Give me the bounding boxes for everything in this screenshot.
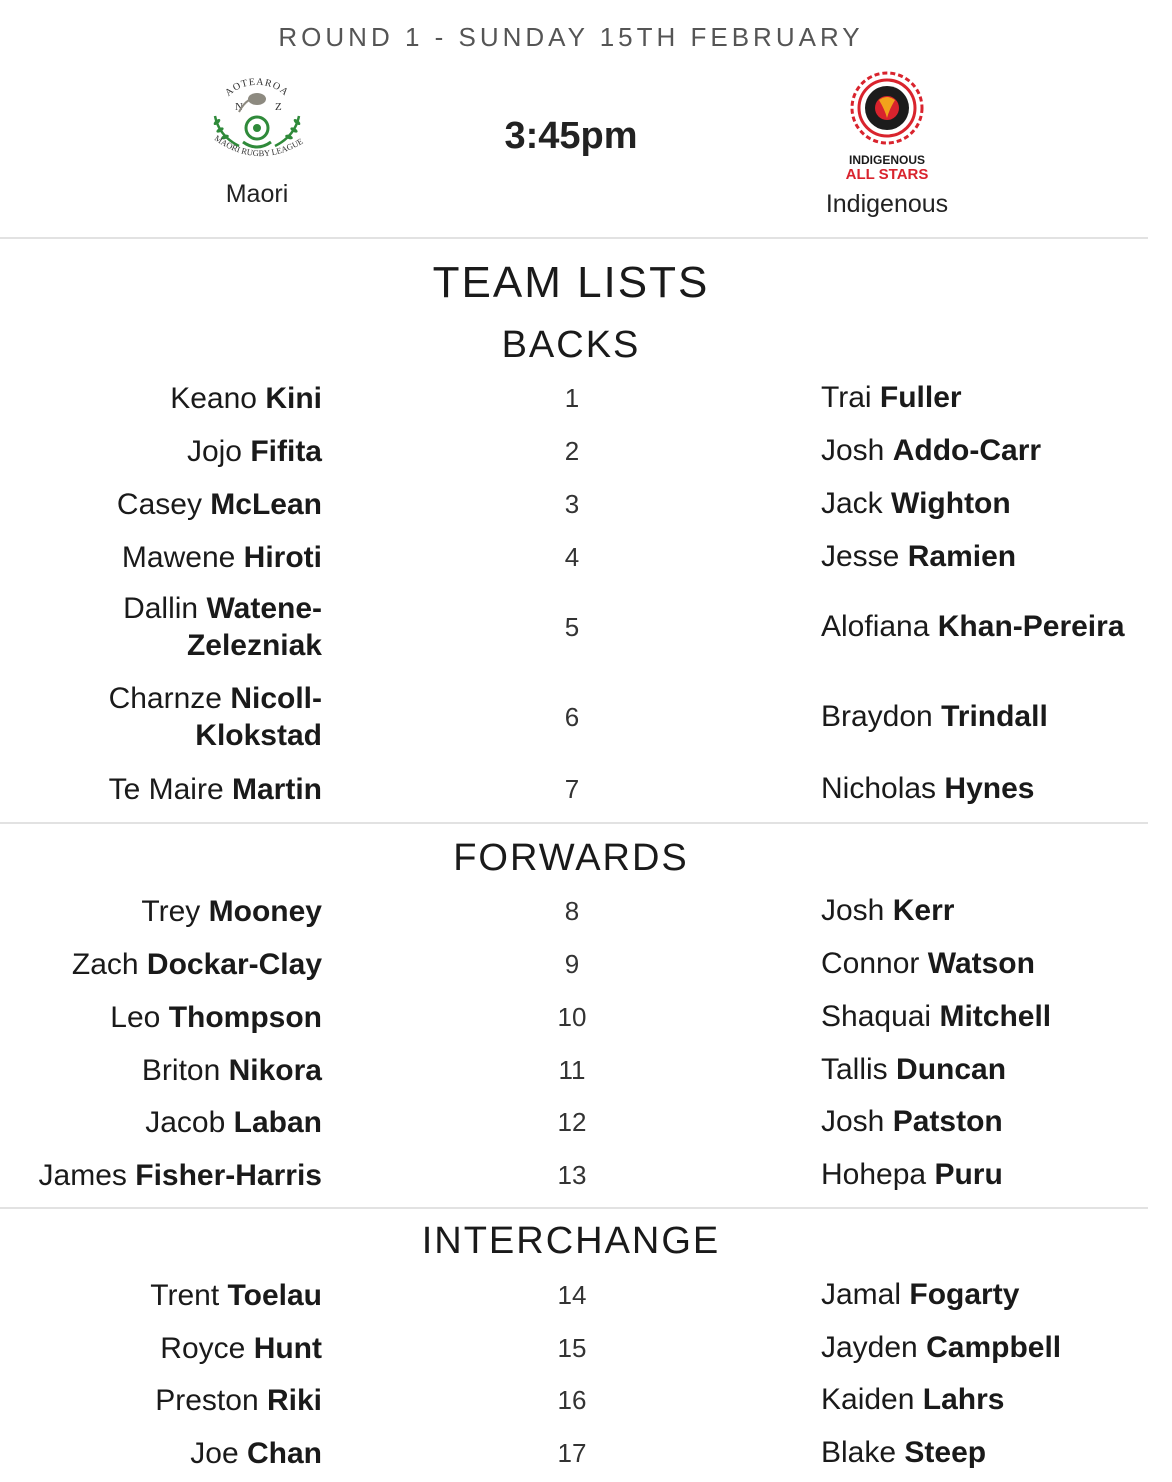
jersey-number: 8 [564,895,580,926]
player-first-name: Joe [190,1436,239,1470]
jersey-number: 16 [557,1384,587,1415]
player-first-name: Hohepa [821,1158,927,1191]
player-last-name: Kerr [892,894,955,927]
player-first-name: Zach [71,947,139,981]
player-last-name: Laban [233,1105,322,1139]
away-player[interactable] [821,434,1151,468]
player-first-name: Connor [821,947,920,980]
home-team-name: Maori [225,180,289,208]
player-last-name: Watson [927,947,1035,980]
away-team-name: Indigenous [825,190,949,218]
player-first-name: Braydon [821,700,933,733]
player-last-name: Puru [934,1158,1003,1191]
player-last-name: Hynes [944,772,1035,805]
away-player[interactable] [821,700,1151,734]
svg-text:MAORI RUGBY LEAGUE: MAORI RUGBY LEAGUE [212,132,305,159]
player-first-name: Briton [141,1053,221,1087]
player-first-name: Preston [155,1383,259,1417]
page-title: TEAM LISTS [432,258,710,307]
svg-text:INDIGENOUS: INDIGENOUS [848,153,926,167]
player-last-name: Fifita [250,434,322,468]
divider [0,1207,1148,1209]
player-last-name: Hunt [253,1331,322,1365]
player-first-name: Alofiana [821,610,930,643]
player-last-name: Patston [892,1105,1003,1138]
home-player[interactable] [2,1157,322,1194]
away-player[interactable] [821,1436,1151,1470]
player-last-name: Ramien [907,540,1017,573]
jersey-number: 10 [557,1001,587,1032]
home-player[interactable] [2,1330,322,1367]
player-first-name: Tallis [821,1053,888,1086]
home-player[interactable] [2,1104,322,1141]
home-player[interactable] [2,539,322,576]
home-player[interactable] [2,590,322,664]
divider [0,237,1148,239]
player-last-name: Khan-Pereira [937,610,1125,643]
player-first-name: Mawene [121,540,236,574]
player-first-name: Jack [821,487,883,520]
away-player[interactable] [821,772,1151,806]
away-player[interactable] [821,894,1151,928]
jersey-number: 9 [564,948,580,979]
indigenous-all-stars-logo [827,66,947,184]
player-first-name: Jayden [821,1331,918,1364]
player-last-name: Duncan [896,1053,1007,1086]
home-player[interactable] [2,946,322,983]
player-last-name: Addo-Carr [892,434,1042,467]
player-last-name: McLean [210,487,322,521]
away-player[interactable] [821,1331,1151,1365]
player-first-name: Charnze [108,682,222,715]
player-last-name: Steep [904,1436,987,1469]
away-player[interactable] [821,1000,1151,1034]
player-first-name: Royce [160,1331,246,1365]
jersey-number: 14 [557,1279,587,1310]
away-player[interactable] [821,1383,1151,1417]
player-last-name: Campbell [926,1331,1062,1364]
player-last-name: Kini [265,381,322,415]
player-last-name: Thompson [168,1000,322,1034]
home-player[interactable] [2,1052,322,1089]
home-player[interactable] [2,999,322,1036]
away-player[interactable] [821,1278,1151,1312]
player-first-name: Jesse [821,540,900,573]
home-player[interactable] [2,1435,322,1472]
round-heading: ROUND 1 - SUNDAY 15TH FEBRUARY [278,22,864,52]
jersey-number: 15 [557,1332,587,1363]
player-first-name: Josh [821,1105,885,1138]
player-last-name: Fisher-Harris [135,1158,322,1192]
player-first-name: James [38,1158,127,1192]
player-first-name: Dallin [123,592,199,625]
player-last-name: Toelau [227,1278,322,1312]
jersey-number: 1 [564,382,580,413]
jersey-number: 11 [558,1054,586,1085]
player-last-name: Martin [232,772,322,806]
section-title: BACKS [501,324,641,366]
player-last-name: Nikora [228,1053,322,1087]
svg-text:AOTEAROA: AOTEAROA [223,76,291,99]
jersey-number: 7 [564,773,580,804]
player-first-name: Jacob [145,1105,226,1139]
away-player[interactable] [821,610,1151,644]
player-last-name: Riki [266,1383,322,1417]
jersey-number: 2 [564,435,580,466]
away-player[interactable] [821,1053,1151,1087]
player-first-name: Leo [110,1000,161,1034]
player-first-name: Trai [821,381,872,414]
away-player[interactable] [821,381,1151,415]
jersey-number: 12 [557,1106,587,1137]
section-title: INTERCHANGE [421,1220,721,1262]
home-player[interactable] [2,771,322,808]
home-player[interactable] [2,680,322,754]
home-player[interactable] [2,1382,322,1419]
player-last-name: Trindall [941,700,1048,733]
home-player[interactable] [2,893,322,930]
section-title: FORWARDS [453,837,689,879]
away-player[interactable] [821,1105,1151,1139]
player-first-name: Blake [821,1436,897,1469]
home-player[interactable] [2,486,322,523]
divider [0,822,1148,824]
player-first-name: Jamal [821,1278,902,1311]
player-first-name: Josh [821,894,885,927]
player-first-name: Kaiden [821,1383,915,1416]
player-last-name: Nicoll-Klokstad [195,682,322,752]
home-player[interactable] [2,433,322,470]
player-last-name: Fogarty [909,1278,1020,1311]
player-first-name: Te Maire [108,772,224,806]
away-player[interactable] [821,540,1151,574]
player-last-name: Chan [247,1436,322,1470]
player-first-name: Josh [821,434,885,467]
jersey-number: 5 [564,611,580,642]
svg-text:Z: Z [275,101,282,113]
away-player[interactable] [821,1158,1151,1192]
kickoff-time: 3:45pm [504,115,638,157]
player-first-name: Casey [116,487,202,521]
player-last-name: Mitchell [939,1000,1052,1033]
jersey-number: 4 [564,541,580,572]
player-last-name: Mooney [208,894,322,928]
jersey-number: 6 [564,701,580,732]
player-last-name: Lahrs [922,1383,1005,1416]
away-team[interactable] [777,66,997,219]
player-first-name: Jojo [186,434,242,468]
player-last-name: Dockar-Clay [146,947,322,981]
player-last-name: Wighton [891,487,1011,520]
player-first-name: Trey [141,894,201,928]
home-player[interactable] [2,380,322,417]
jersey-number: 13 [557,1159,587,1190]
player-last-name: Fuller [879,381,962,414]
player-first-name: Shaquai [821,1000,932,1033]
away-player[interactable] [821,947,1151,981]
player-first-name: Keano [170,381,257,415]
away-player[interactable] [821,487,1151,521]
player-last-name: Hiroti [243,540,322,574]
home-player[interactable] [2,1277,322,1314]
svg-text:ALL STARS: ALL STARS [845,166,929,183]
jersey-number: 17 [557,1437,587,1468]
player-last-name: Watene-Zelezniak [186,592,322,662]
player-first-name: Trent [150,1278,220,1312]
jersey-number: 3 [564,488,580,519]
svg-text:N: N [235,101,243,113]
player-first-name: Nicholas [821,772,937,805]
